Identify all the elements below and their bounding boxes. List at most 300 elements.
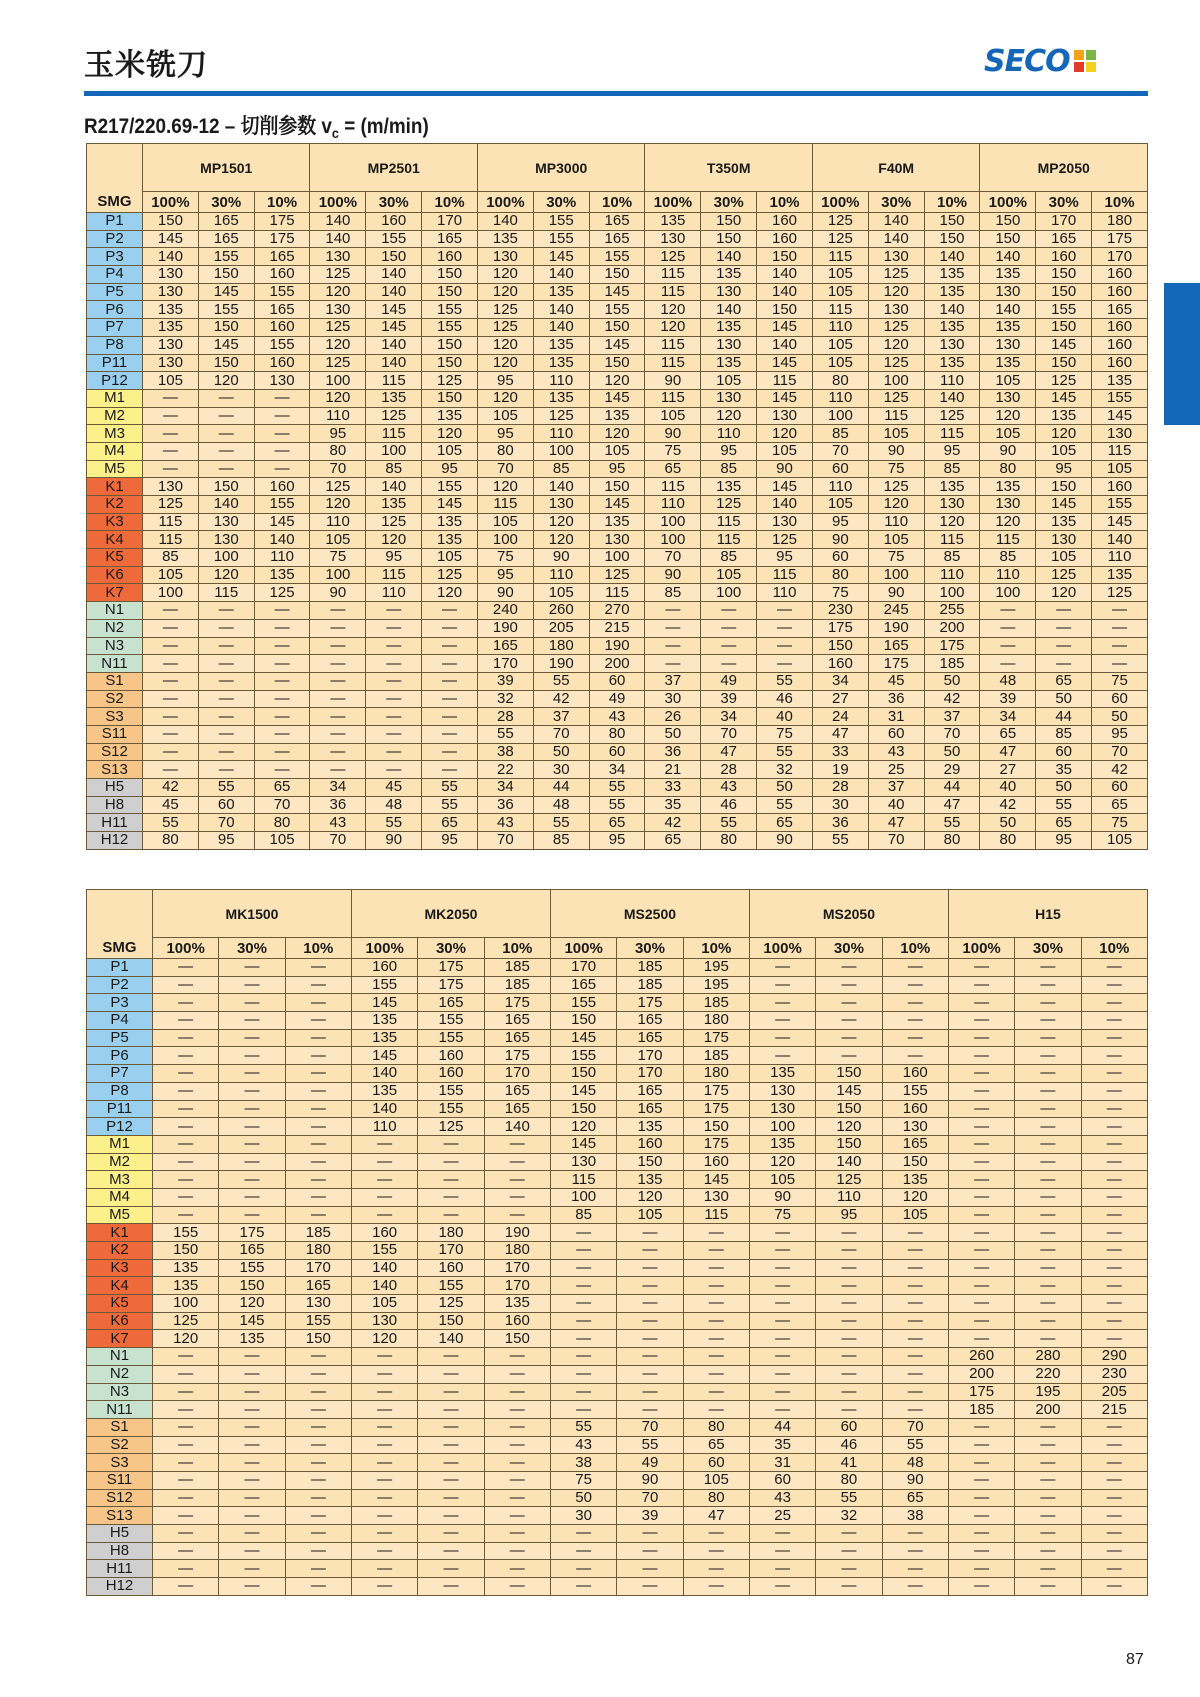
cutting-speed-cell: 125 bbox=[1036, 372, 1092, 390]
cutting-speed-cell: — bbox=[219, 1525, 285, 1543]
cutting-speed-cell: — bbox=[948, 1330, 1014, 1348]
cutting-speed-cell: 70 bbox=[924, 725, 980, 743]
table-row bbox=[87, 672, 1148, 690]
cutting-speed-cell: — bbox=[550, 1259, 616, 1277]
table-row bbox=[87, 1188, 1148, 1206]
cutting-speed-cell: 135 bbox=[1092, 372, 1148, 390]
cutting-speed-cell: 135 bbox=[219, 1330, 285, 1348]
cutting-speed-cell: 135 bbox=[589, 407, 645, 425]
cutting-speed-cell: — bbox=[153, 1135, 219, 1153]
cutting-speed-cell: 155 bbox=[418, 1029, 484, 1047]
percent-header: 30% bbox=[1036, 192, 1092, 213]
cutting-speed-cell: — bbox=[254, 460, 310, 478]
cutting-speed-cell: 145 bbox=[1036, 496, 1092, 514]
cutting-speed-cell: 105 bbox=[351, 1295, 417, 1313]
cutting-speed-cell: — bbox=[816, 1525, 882, 1543]
percent-header: 10% bbox=[924, 192, 980, 213]
table-row bbox=[87, 1100, 1148, 1118]
cutting-speed-cell: 49 bbox=[617, 1454, 683, 1472]
cutting-speed-cell: — bbox=[1081, 1454, 1147, 1472]
cutting-speed-cell: 70 bbox=[617, 1418, 683, 1436]
cutting-speed-cell: — bbox=[285, 1188, 351, 1206]
cutting-speed-cell: — bbox=[550, 1224, 616, 1242]
cutting-speed-cell: 70 bbox=[812, 442, 868, 460]
smg-code: S12 bbox=[87, 743, 143, 761]
cutting-speed-cell: — bbox=[285, 1365, 351, 1383]
cutting-table-1 bbox=[86, 143, 1148, 850]
logo-text: SECO bbox=[984, 43, 1070, 79]
cutting-speed-cell: — bbox=[153, 1082, 219, 1100]
table-row bbox=[87, 655, 1148, 673]
smg-code: K5 bbox=[87, 549, 143, 567]
cutting-speed-cell: — bbox=[1081, 1330, 1147, 1348]
cutting-speed-cell: 140 bbox=[351, 1259, 417, 1277]
cutting-speed-cell: 115 bbox=[645, 283, 701, 301]
cutting-speed-cell: — bbox=[816, 1560, 882, 1578]
smg-code: N3 bbox=[87, 1383, 153, 1401]
cutting-speed-cell: — bbox=[219, 1436, 285, 1454]
cutting-speed-cell: — bbox=[198, 389, 254, 407]
table-row bbox=[87, 959, 1148, 977]
table-row bbox=[87, 1082, 1148, 1100]
cutting-speed-cell: — bbox=[351, 1365, 417, 1383]
cutting-speed-cell: — bbox=[948, 1171, 1014, 1189]
grade-header: MK2050 bbox=[351, 890, 550, 938]
cutting-speed-cell: 100 bbox=[477, 531, 533, 549]
cutting-speed-cell: — bbox=[749, 976, 815, 994]
cutting-speed-cell: 75 bbox=[812, 584, 868, 602]
cutting-speed-cell: 70 bbox=[310, 460, 366, 478]
cutting-speed-cell: 150 bbox=[484, 1330, 550, 1348]
table-row bbox=[87, 283, 1148, 301]
cutting-speed-cell: 135 bbox=[422, 531, 478, 549]
cutting-speed-cell: — bbox=[484, 1348, 550, 1366]
smg-code: S3 bbox=[87, 1454, 153, 1472]
cutting-speed-cell: 140 bbox=[924, 301, 980, 319]
cutting-speed-cell: 120 bbox=[422, 584, 478, 602]
cutting-speed-cell: 155 bbox=[254, 336, 310, 354]
cutting-speed-cell: 160 bbox=[1092, 478, 1148, 496]
table-row bbox=[87, 994, 1148, 1012]
cutting-speed-cell: 150 bbox=[816, 1065, 882, 1083]
cutting-speed-cell: 130 bbox=[310, 248, 366, 266]
cutting-speed-cell: 155 bbox=[589, 248, 645, 266]
cutting-speed-cell: 150 bbox=[422, 266, 478, 284]
cutting-speed-cell: 160 bbox=[1092, 319, 1148, 337]
cutting-speed-cell: 95 bbox=[198, 832, 254, 850]
cutting-speed-cell: 175 bbox=[254, 230, 310, 248]
cutting-speed-cell: — bbox=[1081, 1029, 1147, 1047]
cutting-speed-cell: — bbox=[351, 1153, 417, 1171]
cutting-speed-cell: 38 bbox=[477, 743, 533, 761]
cutting-speed-cell: 85 bbox=[980, 549, 1036, 567]
cutting-speed-cell: 130 bbox=[868, 301, 924, 319]
cutting-speed-cell: 155 bbox=[1092, 389, 1148, 407]
cutting-speed-cell: 135 bbox=[477, 230, 533, 248]
cutting-speed-cell: — bbox=[153, 994, 219, 1012]
table-row bbox=[87, 1047, 1148, 1065]
cutting-speed-cell: — bbox=[418, 1383, 484, 1401]
cutting-speed-cell: 135 bbox=[1036, 513, 1092, 531]
cutting-speed-cell: 80 bbox=[143, 832, 199, 850]
cutting-speed-cell: 60 bbox=[589, 672, 645, 690]
cutting-speed-cell: — bbox=[153, 1365, 219, 1383]
cutting-speed-cell: 175 bbox=[868, 655, 924, 673]
cutting-speed-cell: 65 bbox=[1036, 814, 1092, 832]
cutting-speed-cell: 60 bbox=[816, 1418, 882, 1436]
cutting-speed-cell: — bbox=[816, 976, 882, 994]
cutting-speed-cell: 160 bbox=[683, 1153, 749, 1171]
cutting-speed-cell: — bbox=[219, 1365, 285, 1383]
cutting-speed-cell: 55 bbox=[550, 1418, 616, 1436]
smg-code: N1 bbox=[87, 1348, 153, 1366]
cutting-speed-cell: — bbox=[366, 708, 422, 726]
cutting-speed-cell: — bbox=[418, 1454, 484, 1472]
cutting-speed-cell: 125 bbox=[812, 213, 868, 231]
cutting-speed-cell: — bbox=[948, 1012, 1014, 1030]
cutting-speed-cell: 155 bbox=[1092, 496, 1148, 514]
cutting-speed-cell: 135 bbox=[153, 1277, 219, 1295]
cutting-speed-cell: 105 bbox=[645, 407, 701, 425]
cutting-speed-cell: 170 bbox=[617, 1047, 683, 1065]
cutting-speed-cell: 145 bbox=[816, 1082, 882, 1100]
cutting-speed-cell: 160 bbox=[366, 213, 422, 231]
cutting-speed-cell: — bbox=[285, 1525, 351, 1543]
cutting-speed-cell: — bbox=[153, 1489, 219, 1507]
cutting-speed-cell: — bbox=[219, 1454, 285, 1472]
cutting-speed-cell: 95 bbox=[816, 1206, 882, 1224]
cutting-speed-cell: 100 bbox=[310, 566, 366, 584]
cutting-speed-cell: 135 bbox=[533, 336, 589, 354]
cutting-speed-cell: 120 bbox=[533, 531, 589, 549]
cutting-speed-cell: — bbox=[980, 602, 1036, 620]
cutting-speed-cell: 150 bbox=[422, 283, 478, 301]
cutting-speed-cell: 150 bbox=[1036, 354, 1092, 372]
cutting-speed-cell: — bbox=[1081, 1012, 1147, 1030]
cutting-speed-cell: 55 bbox=[701, 814, 757, 832]
smg-code: P6 bbox=[87, 1047, 153, 1065]
cutting-speed-cell: — bbox=[351, 1383, 417, 1401]
table-row bbox=[87, 1277, 1148, 1295]
cutting-speed-cell: 270 bbox=[589, 602, 645, 620]
cutting-speed-cell: 130 bbox=[533, 496, 589, 514]
cutting-speed-cell: — bbox=[816, 959, 882, 977]
cutting-speed-cell: — bbox=[617, 1259, 683, 1277]
cutting-speed-cell: — bbox=[484, 1206, 550, 1224]
cutting-speed-cell: 160 bbox=[1092, 283, 1148, 301]
cutting-speed-cell: 130 bbox=[254, 372, 310, 390]
cutting-speed-cell: 145 bbox=[550, 1029, 616, 1047]
cutting-speed-cell: — bbox=[219, 1542, 285, 1560]
cutting-speed-cell: — bbox=[1092, 637, 1148, 655]
cutting-speed-cell: 90 bbox=[868, 442, 924, 460]
cutting-speed-cell: 140 bbox=[366, 336, 422, 354]
cutting-speed-cell: 90 bbox=[617, 1471, 683, 1489]
cutting-speed-cell: 21 bbox=[645, 761, 701, 779]
percent-header: 30% bbox=[701, 192, 757, 213]
cutting-speed-cell: 150 bbox=[683, 1118, 749, 1136]
cutting-speed-cell: 145 bbox=[589, 283, 645, 301]
cutting-speed-cell: — bbox=[484, 1560, 550, 1578]
cutting-speed-cell: — bbox=[366, 637, 422, 655]
cutting-speed-cell: 40 bbox=[980, 779, 1036, 797]
cutting-speed-cell: 125 bbox=[645, 248, 701, 266]
cutting-speed-cell: — bbox=[683, 1277, 749, 1295]
cutting-speed-cell: — bbox=[550, 1330, 616, 1348]
cutting-speed-cell: 150 bbox=[198, 354, 254, 372]
cutting-speed-cell: 70 bbox=[198, 814, 254, 832]
cutting-speed-cell: 130 bbox=[143, 336, 199, 354]
cutting-speed-cell: 65 bbox=[589, 814, 645, 832]
cutting-speed-cell: 140 bbox=[868, 213, 924, 231]
table-row bbox=[87, 1525, 1148, 1543]
table-row bbox=[87, 743, 1148, 761]
cutting-speed-cell: 55 bbox=[198, 779, 254, 797]
cutting-speed-cell: 110 bbox=[366, 584, 422, 602]
cutting-speed-cell: 85 bbox=[533, 832, 589, 850]
cutting-speed-cell: 50 bbox=[1036, 690, 1092, 708]
cutting-speed-cell: 46 bbox=[701, 796, 757, 814]
smg-code: K2 bbox=[87, 496, 143, 514]
cutting-speed-cell: 110 bbox=[310, 513, 366, 531]
cutting-speed-cell: 200 bbox=[1015, 1401, 1081, 1419]
cutting-speed-cell: 135 bbox=[980, 354, 1036, 372]
cutting-speed-cell: 48 bbox=[980, 672, 1036, 690]
cutting-speed-cell: 135 bbox=[749, 1065, 815, 1083]
table-row bbox=[87, 619, 1148, 637]
cutting-speed-cell: 65 bbox=[683, 1436, 749, 1454]
table-row bbox=[87, 1471, 1148, 1489]
cutting-speed-cell: 120 bbox=[351, 1330, 417, 1348]
cutting-speed-cell: 90 bbox=[882, 1471, 948, 1489]
cutting-speed-cell: 145 bbox=[757, 319, 813, 337]
cutting-speed-cell: 135 bbox=[980, 319, 1036, 337]
cutting-speed-cell: — bbox=[1081, 1507, 1147, 1525]
cutting-speed-cell: 85 bbox=[924, 460, 980, 478]
cutting-speed-cell: — bbox=[749, 1312, 815, 1330]
seco-logo bbox=[984, 43, 1096, 79]
cutting-speed-cell: 130 bbox=[924, 496, 980, 514]
percent-header: 10% bbox=[254, 192, 310, 213]
cutting-speed-cell: — bbox=[1081, 1206, 1147, 1224]
cutting-speed-cell: 27 bbox=[980, 761, 1036, 779]
cutting-speed-cell: 42 bbox=[1092, 761, 1148, 779]
cutting-speed-cell: — bbox=[198, 425, 254, 443]
cutting-speed-cell: 155 bbox=[351, 1242, 417, 1260]
cutting-speed-cell: 150 bbox=[589, 319, 645, 337]
cutting-speed-cell: — bbox=[219, 1065, 285, 1083]
table-row bbox=[87, 442, 1148, 460]
cutting-speed-cell: 75 bbox=[749, 1206, 815, 1224]
smg-code: P7 bbox=[87, 1065, 153, 1083]
smg-code: M5 bbox=[87, 1206, 153, 1224]
cutting-speed-cell: 120 bbox=[868, 496, 924, 514]
smg-code: K7 bbox=[87, 584, 143, 602]
cutting-speed-cell: 150 bbox=[701, 230, 757, 248]
cutting-speed-cell: — bbox=[948, 1542, 1014, 1560]
cutting-speed-cell: 75 bbox=[1092, 672, 1148, 690]
cutting-speed-cell: 95 bbox=[477, 372, 533, 390]
cutting-speed-cell: 70 bbox=[310, 832, 366, 850]
cutting-speed-cell: 70 bbox=[254, 796, 310, 814]
cutting-speed-cell: 115 bbox=[550, 1171, 616, 1189]
cutting-speed-cell: — bbox=[617, 1295, 683, 1313]
grade-header: MP1501 bbox=[143, 144, 310, 192]
page-number: 87 bbox=[1126, 1651, 1144, 1668]
cutting-speed-cell: 155 bbox=[153, 1224, 219, 1242]
cutting-speed-cell: — bbox=[422, 708, 478, 726]
cutting-speed-cell: 120 bbox=[422, 425, 478, 443]
cutting-speed-cell: — bbox=[418, 1365, 484, 1383]
cutting-speed-cell: — bbox=[418, 1560, 484, 1578]
cutting-speed-cell: 145 bbox=[351, 1047, 417, 1065]
cutting-speed-cell: 90 bbox=[757, 460, 813, 478]
cutting-speed-cell: — bbox=[219, 1489, 285, 1507]
cutting-speed-cell: 230 bbox=[812, 602, 868, 620]
cutting-speed-cell: — bbox=[882, 1578, 948, 1596]
cutting-speed-cell: 130 bbox=[310, 301, 366, 319]
cutting-speed-cell: 120 bbox=[924, 513, 980, 531]
cutting-speed-cell: — bbox=[550, 1525, 616, 1543]
cutting-speed-cell: 55 bbox=[422, 796, 478, 814]
cutting-speed-cell: — bbox=[198, 725, 254, 743]
cutting-speed-cell: 125 bbox=[868, 319, 924, 337]
cutting-speed-cell: 135 bbox=[351, 1029, 417, 1047]
cutting-speed-cell: — bbox=[816, 1542, 882, 1560]
cutting-speed-cell: — bbox=[882, 1312, 948, 1330]
percent-header: 10% bbox=[1081, 938, 1147, 959]
cutting-speed-cell: — bbox=[617, 1383, 683, 1401]
cutting-speed-cell: 140 bbox=[757, 266, 813, 284]
cutting-speed-cell: 34 bbox=[310, 779, 366, 797]
cutting-speed-cell: 115 bbox=[868, 407, 924, 425]
cutting-speed-cell: 165 bbox=[1036, 230, 1092, 248]
smg-code: P7 bbox=[87, 319, 143, 337]
smg-code: S13 bbox=[87, 761, 143, 779]
cutting-speed-cell: — bbox=[701, 602, 757, 620]
cutting-speed-cell: 165 bbox=[589, 230, 645, 248]
cutting-speed-cell: — bbox=[418, 1188, 484, 1206]
cutting-speed-cell: — bbox=[422, 637, 478, 655]
smg-code: N11 bbox=[87, 1401, 153, 1419]
cutting-speed-cell: 135 bbox=[701, 354, 757, 372]
cutting-speed-cell: — bbox=[1081, 1259, 1147, 1277]
cutting-speed-cell: 90 bbox=[645, 425, 701, 443]
cutting-speed-cell: 165 bbox=[198, 230, 254, 248]
table-row bbox=[87, 976, 1148, 994]
cutting-speed-cell: — bbox=[645, 619, 701, 637]
smg-code: K2 bbox=[87, 1242, 153, 1260]
cutting-speed-cell: — bbox=[219, 1578, 285, 1596]
cutting-speed-cell: 150 bbox=[143, 213, 199, 231]
cutting-speed-cell: 80 bbox=[683, 1489, 749, 1507]
cutting-speed-cell: 165 bbox=[422, 230, 478, 248]
table-row bbox=[87, 496, 1148, 514]
cutting-speed-cell: 160 bbox=[254, 266, 310, 284]
cutting-speed-cell: 120 bbox=[882, 1188, 948, 1206]
cutting-speed-cell: 125 bbox=[366, 513, 422, 531]
cutting-speed-cell: 170 bbox=[617, 1065, 683, 1083]
cutting-speed-cell: 140 bbox=[701, 248, 757, 266]
cutting-speed-cell: 110 bbox=[757, 584, 813, 602]
cutting-speed-cell: 65 bbox=[254, 779, 310, 797]
cutting-speed-cell: 65 bbox=[422, 814, 478, 832]
table-row bbox=[87, 1436, 1148, 1454]
cutting-speed-cell: 255 bbox=[924, 602, 980, 620]
cutting-speed-cell: 150 bbox=[816, 1135, 882, 1153]
cutting-speed-cell: 75 bbox=[1092, 814, 1148, 832]
cutting-speed-cell: — bbox=[1081, 1525, 1147, 1543]
cutting-speed-cell: — bbox=[1081, 994, 1147, 1012]
table-row bbox=[87, 690, 1148, 708]
cutting-speed-cell: 140 bbox=[980, 248, 1036, 266]
cutting-speed-cell: 105 bbox=[812, 336, 868, 354]
cutting-speed-cell: — bbox=[757, 602, 813, 620]
cutting-speed-cell: 155 bbox=[254, 283, 310, 301]
cutting-speed-cell: 135 bbox=[422, 407, 478, 425]
cutting-speed-cell: — bbox=[153, 1560, 219, 1578]
table-row bbox=[87, 1171, 1148, 1189]
cutting-speed-cell: — bbox=[143, 425, 199, 443]
cutting-speed-cell: 140 bbox=[924, 389, 980, 407]
cutting-speed-cell: — bbox=[418, 1206, 484, 1224]
cutting-speed-cell: 155 bbox=[589, 301, 645, 319]
cutting-speed-cell: 85 bbox=[645, 584, 701, 602]
cutting-speed-cell: 150 bbox=[924, 213, 980, 231]
cutting-speed-cell: — bbox=[1015, 1525, 1081, 1543]
cutting-speed-cell: 125 bbox=[477, 319, 533, 337]
table-row bbox=[87, 319, 1148, 337]
cutting-speed-cell: 95 bbox=[477, 425, 533, 443]
cutting-speed-cell: 175 bbox=[418, 976, 484, 994]
cutting-speed-cell: 48 bbox=[366, 796, 422, 814]
cutting-speed-cell: — bbox=[617, 1542, 683, 1560]
cutting-speed-cell: 150 bbox=[366, 248, 422, 266]
cutting-speed-cell: 55 bbox=[757, 672, 813, 690]
cutting-speed-cell: 39 bbox=[701, 690, 757, 708]
cutting-speed-cell: — bbox=[749, 1560, 815, 1578]
cutting-speed-cell: 145 bbox=[198, 336, 254, 354]
cutting-speed-cell: — bbox=[683, 1365, 749, 1383]
cutting-speed-cell: 135 bbox=[882, 1171, 948, 1189]
cutting-speed-cell: 100 bbox=[868, 372, 924, 390]
cutting-speed-cell: — bbox=[153, 1118, 219, 1136]
cutting-speed-cell: 135 bbox=[533, 283, 589, 301]
cutting-speed-cell: 110 bbox=[351, 1118, 417, 1136]
cutting-speed-cell: 155 bbox=[418, 1082, 484, 1100]
cutting-speed-cell: 200 bbox=[948, 1365, 1014, 1383]
cutting-speed-cell: — bbox=[254, 690, 310, 708]
cutting-speed-cell: 115 bbox=[366, 425, 422, 443]
cutting-speed-cell: 25 bbox=[868, 761, 924, 779]
cutting-table-2 bbox=[86, 889, 1148, 1596]
cutting-speed-cell: 125 bbox=[477, 301, 533, 319]
cutting-speed-cell: — bbox=[310, 637, 366, 655]
percent-header: 100% bbox=[645, 192, 701, 213]
cutting-speed-cell: 110 bbox=[924, 372, 980, 390]
table-row bbox=[87, 301, 1148, 319]
cutting-speed-cell: 75 bbox=[645, 442, 701, 460]
cutting-speed-cell: 145 bbox=[219, 1312, 285, 1330]
cutting-speed-cell: 85 bbox=[701, 460, 757, 478]
cutting-speed-cell: 145 bbox=[757, 389, 813, 407]
cutting-speed-cell: 105 bbox=[757, 442, 813, 460]
cutting-speed-cell: — bbox=[749, 994, 815, 1012]
cutting-speed-cell: 135 bbox=[254, 566, 310, 584]
cutting-speed-cell: 150 bbox=[617, 1153, 683, 1171]
cutting-speed-cell: — bbox=[1015, 1012, 1081, 1030]
cutting-speed-cell: 24 bbox=[812, 708, 868, 726]
